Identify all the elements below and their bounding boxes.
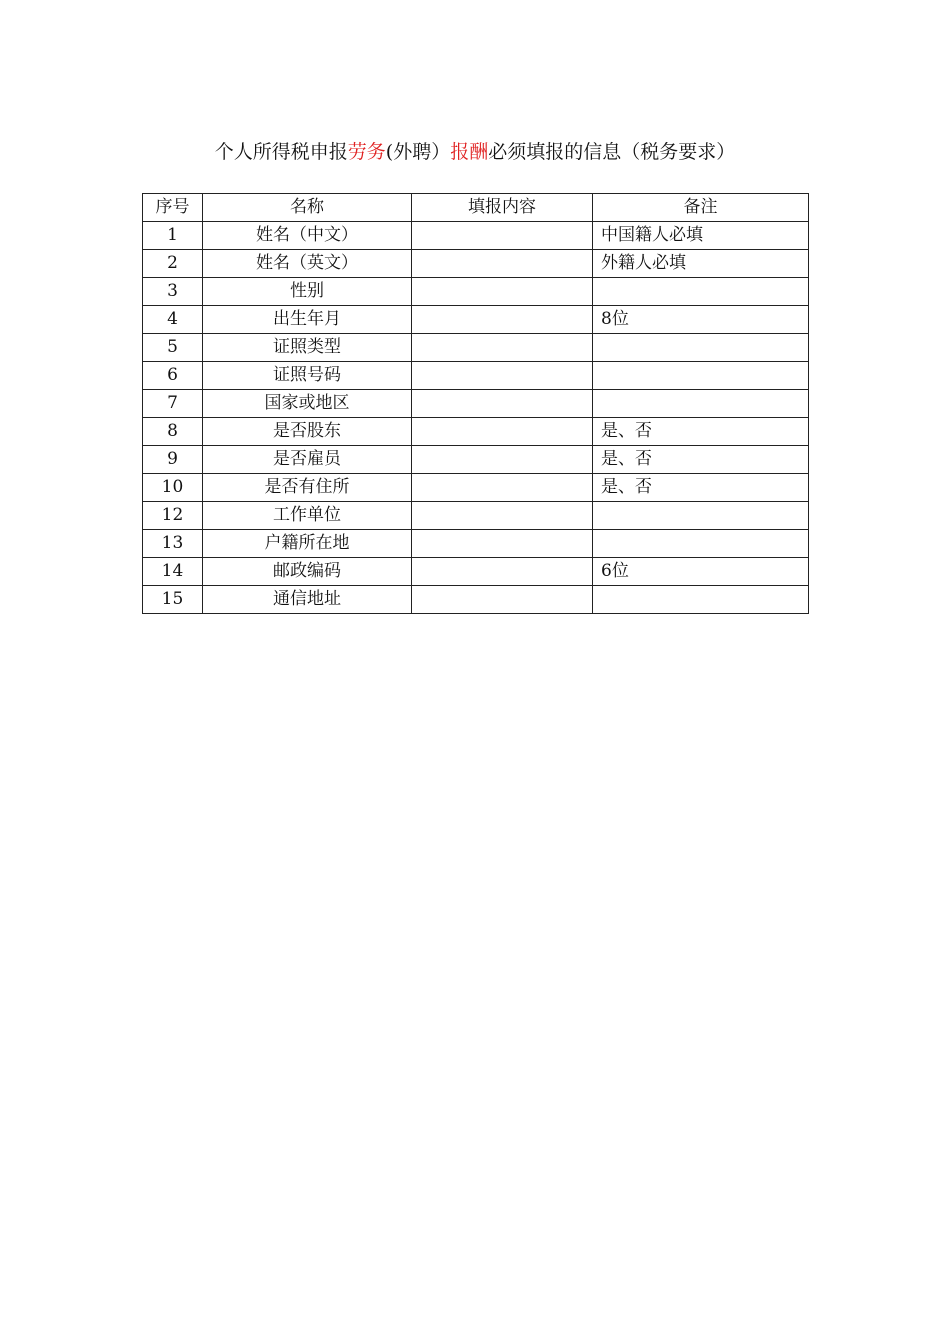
row-num: 8 <box>143 418 203 446</box>
header-name: 名称 <box>203 194 412 222</box>
table-row <box>143 390 809 418</box>
row-num: 1 <box>143 222 203 250</box>
header-num: 序号 <box>143 194 203 222</box>
row-fill-cell[interactable] <box>412 222 593 250</box>
row-num: 9 <box>143 446 203 474</box>
info-table <box>142 193 809 614</box>
row-note: 中国籍人必填 <box>593 222 809 250</box>
row-fill-cell[interactable] <box>412 558 593 586</box>
table-row <box>143 530 809 558</box>
row-note: 是、否 <box>593 446 809 474</box>
row-num: 10 <box>143 474 203 502</box>
row-name: 邮政编码 <box>203 558 412 586</box>
title-part-1: 个人所得税申报 <box>214 141 348 163</box>
header-fill: 填报内容 <box>412 194 593 222</box>
row-note: 外籍人必填 <box>593 250 809 278</box>
row-note <box>593 278 809 306</box>
row-name: 性别 <box>203 278 412 306</box>
table-header-row <box>143 194 809 222</box>
row-fill-cell[interactable] <box>412 418 593 446</box>
row-name: 工作单位 <box>203 502 412 530</box>
row-fill-cell[interactable] <box>412 446 593 474</box>
row-fill-cell[interactable] <box>412 362 593 390</box>
row-fill-cell[interactable] <box>412 306 593 334</box>
row-note: 是、否 <box>593 418 809 446</box>
row-num: 15 <box>143 586 203 614</box>
table-row <box>143 558 809 586</box>
row-num: 4 <box>143 306 203 334</box>
row-fill-cell[interactable] <box>412 390 593 418</box>
row-num: 5 <box>143 334 203 362</box>
row-fill-cell[interactable] <box>412 474 593 502</box>
row-num: 14 <box>143 558 203 586</box>
row-num: 3 <box>143 278 203 306</box>
table-row <box>143 222 809 250</box>
row-note <box>593 530 809 558</box>
row-name: 证照类型 <box>203 334 412 362</box>
row-fill-cell[interactable] <box>412 502 593 530</box>
row-name: 是否股东 <box>203 418 412 446</box>
row-note <box>593 502 809 530</box>
title-part-4-highlight: 报酬 <box>450 141 489 163</box>
row-num: 7 <box>143 390 203 418</box>
row-name: 国家或地区 <box>203 390 412 418</box>
row-note <box>593 586 809 614</box>
row-fill-cell[interactable] <box>412 334 593 362</box>
row-note <box>593 390 809 418</box>
row-name: 姓名（中文） <box>203 222 412 250</box>
row-fill-cell[interactable] <box>412 250 593 278</box>
row-note <box>593 362 809 390</box>
table-row <box>143 586 809 614</box>
row-name: 姓名（英文） <box>203 250 412 278</box>
row-name: 出生年月 <box>203 306 412 334</box>
table-row <box>143 502 809 530</box>
row-num: 2 <box>143 250 203 278</box>
row-name: 证照号码 <box>203 362 412 390</box>
table-row <box>143 474 809 502</box>
table-row <box>143 278 809 306</box>
title-part-2-highlight: 劳务 <box>347 141 386 163</box>
row-name: 是否有住所 <box>203 474 412 502</box>
row-num: 6 <box>143 362 203 390</box>
row-name: 是否雇员 <box>203 446 412 474</box>
row-name: 通信地址 <box>203 586 412 614</box>
table-row <box>143 446 809 474</box>
row-fill-cell[interactable] <box>412 530 593 558</box>
table-row <box>143 306 809 334</box>
table-row <box>143 250 809 278</box>
row-name: 户籍所在地 <box>203 530 412 558</box>
row-note <box>593 334 809 362</box>
table-row <box>143 418 809 446</box>
row-num: 12 <box>143 502 203 530</box>
table-row <box>143 334 809 362</box>
header-note: 备注 <box>593 194 809 222</box>
table-row <box>143 362 809 390</box>
row-fill-cell[interactable] <box>412 586 593 614</box>
row-num: 13 <box>143 530 203 558</box>
title-part-3: (外聘） <box>385 141 451 163</box>
row-fill-cell[interactable] <box>412 278 593 306</box>
row-note: 是、否 <box>593 474 809 502</box>
row-note: 8位 <box>593 306 809 334</box>
row-note: 6位 <box>593 558 809 586</box>
title-part-5: 必须填报的信息（税务要求） <box>488 141 736 163</box>
page-title <box>0 138 950 166</box>
